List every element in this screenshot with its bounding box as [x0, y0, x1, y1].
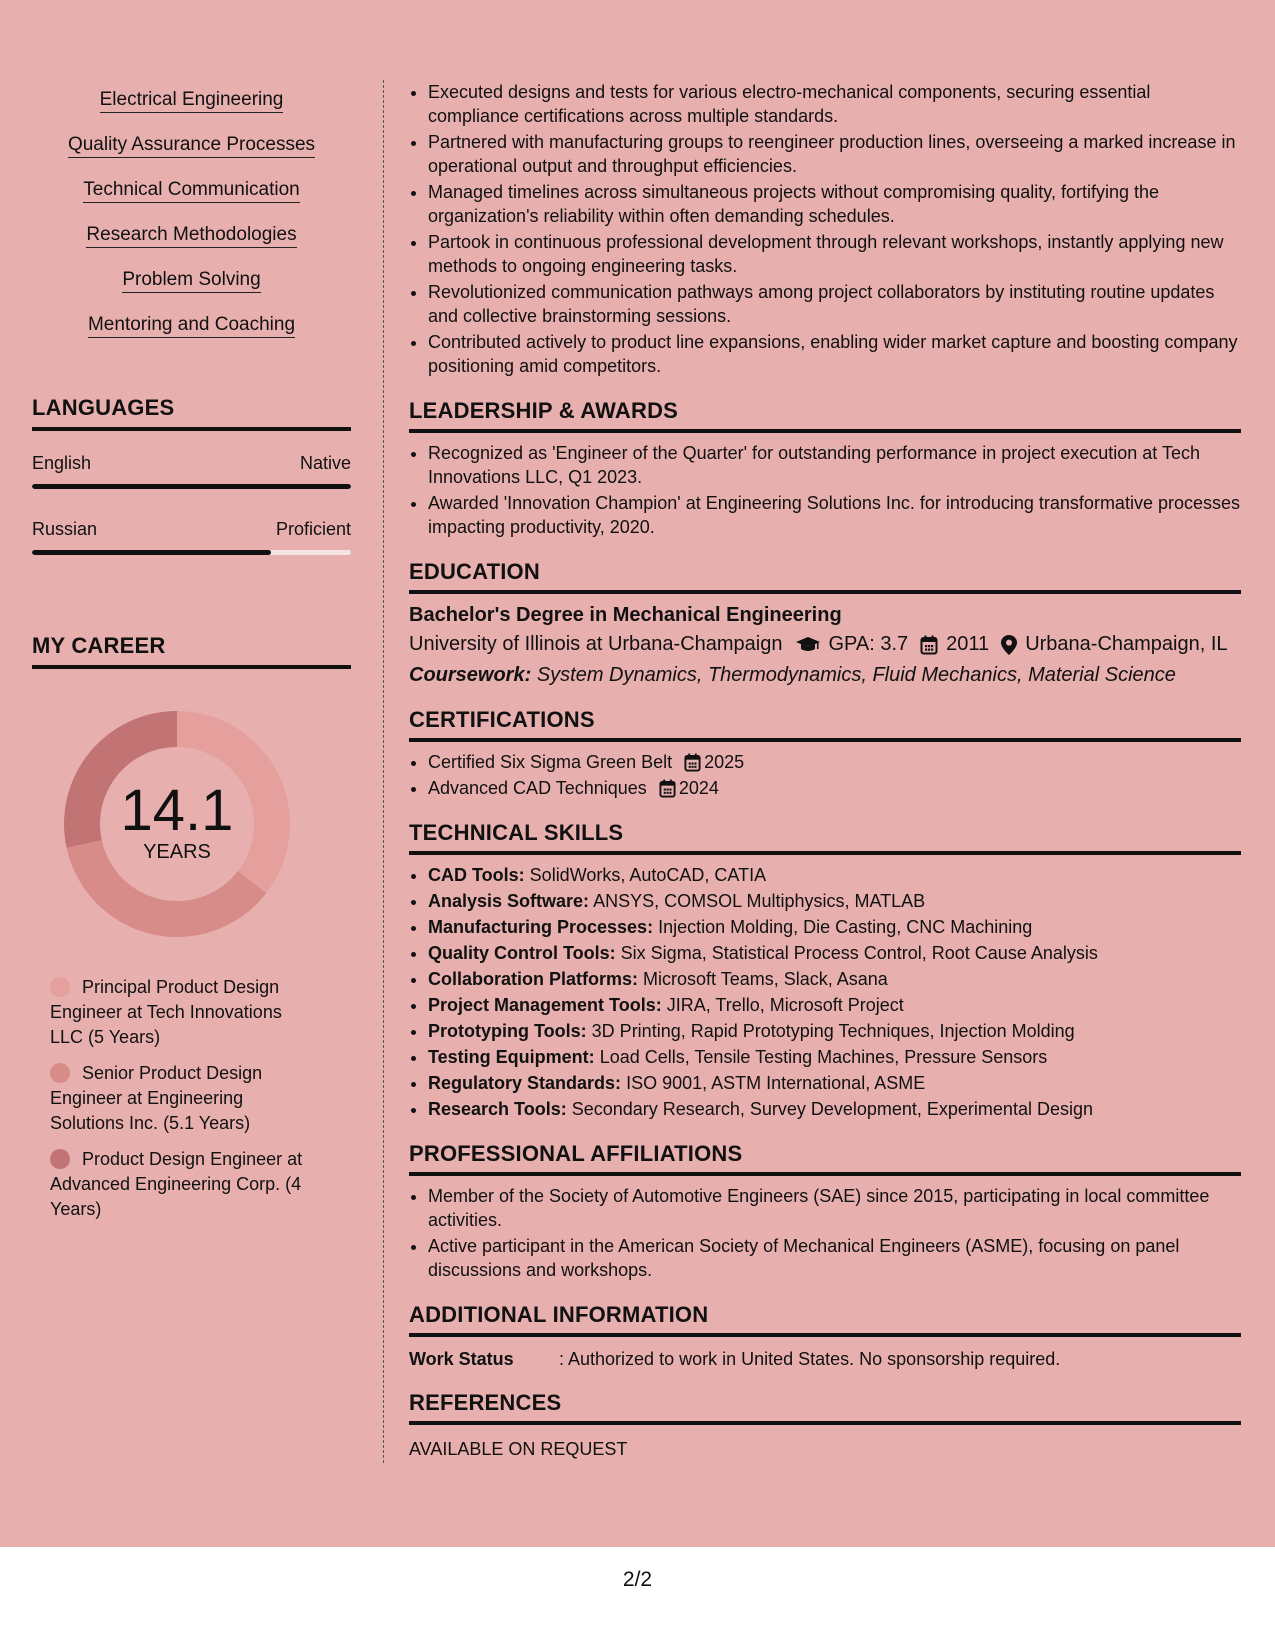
language-bar-fill — [32, 550, 271, 555]
language-bar — [32, 484, 351, 489]
leadership-item: • Recognized as 'Engineer of the Quarter' for outstanding performance in project execution at Tech Innovations LLC, Q1 2023. — [428, 441, 1241, 489]
language-level: Proficient — [275, 519, 351, 539]
experience-bullets — [409, 80, 1241, 378]
language-bar-fill — [32, 484, 351, 489]
page-number: 2/2 — [622, 1568, 653, 1591]
work-status-row — [409, 1349, 1241, 1370]
references-heading: REFERENCES — [409, 1390, 1241, 1425]
language-name: English — [32, 453, 92, 473]
certifications-heading: CERTIFICATIONS — [409, 707, 1241, 742]
legend-dot — [50, 1149, 70, 1169]
technical-skill-item: • Analysis Software: ANSYS, COMSOL Multiphysics, MATLAB — [428, 889, 1241, 913]
coursework-label: Coursework: — [409, 664, 532, 686]
map-pin-icon — [1001, 635, 1017, 655]
experience-bullet: • Contributed actively to product line expansions, enabling wider market capture and boosting company positioning amid competitors. — [428, 330, 1241, 378]
experience-bullet: • Executed designs and tests for various electro-mechanical components, securing essential compliance certifications across multiple standards. — [428, 80, 1241, 128]
affiliations-heading: PROFESSIONAL AFFILIATIONS — [409, 1141, 1241, 1176]
certification-name: • Certified Six Sigma Green Belt — [428, 752, 673, 772]
skill-item: Quality Assurance Processes — [32, 125, 351, 170]
calendar-icon — [920, 635, 938, 655]
skill-item: Electrical Engineering — [32, 80, 351, 125]
career-legend — [32, 975, 351, 1222]
education-location: Urbana-Champaign, IL — [1025, 633, 1228, 655]
sidebar — [32, 80, 351, 1233]
coursework-value: System Dynamics, Thermodynamics, Fluid Mechanics, Material Science — [536, 664, 1176, 686]
experience-bullet: • Managed timelines across simultaneous projects without compromising quality, fortifying the organization's reliability within often demanding schedules. — [428, 180, 1241, 228]
language-english — [32, 453, 351, 489]
career-legend-item: Product Design Engineer at Advanced Engineering Corp. (4 Years) — [50, 1149, 303, 1219]
education-degree: Bachelor's Degree in Mechanical Engineering — [409, 604, 842, 626]
technical-skills-heading: TECHNICAL SKILLS — [409, 820, 1241, 855]
career-legend-item: Senior Product Design Engineer at Engineering Solutions Inc. (5.1 Years) — [50, 1063, 263, 1133]
education-heading: EDUCATION — [409, 559, 1241, 594]
leadership-list — [409, 441, 1241, 539]
technical-skill-item: • CAD Tools: SolidWorks, AutoCAD, CATIA — [428, 863, 1241, 887]
technical-skill-item: • Regulatory Standards: ISO 9001, ASTM International, ASME — [428, 1071, 1241, 1095]
calendar-icon — [659, 779, 676, 798]
technical-skills-list — [409, 863, 1241, 1121]
technical-skill-item: • Collaboration Platforms: Microsoft Teams, Slack, Asana — [428, 967, 1241, 991]
language-bar — [32, 550, 351, 555]
certification-item — [428, 776, 1241, 800]
skills-list — [32, 80, 351, 350]
leadership-item: • Awarded 'Innovation Champion' at Engineering Solutions Inc. for introducing transformative processes impacting productivity, 2020. — [428, 491, 1241, 539]
language-level: Native — [299, 453, 351, 473]
skill-item: Technical Communication — [32, 170, 351, 215]
references-text: AVAILABLE ON REQUEST — [409, 1439, 628, 1459]
certification-item — [428, 750, 1241, 774]
affiliation-item: • Active participant in the American Society of Mechanical Engineers (ASME), focusing on panel discussions and workshops. — [428, 1234, 1241, 1282]
technical-skill-item: • Testing Equipment: Load Cells, Tensile Testing Machines, Pressure Sensors — [428, 1045, 1241, 1069]
experience-bullet: • Partook in continuous professional development through relevant workshops, instantly applying new methods to ongoing engineering tasks. — [428, 230, 1241, 278]
work-status-value: : Authorized to work in United States. No sponsorship required. — [559, 1349, 1061, 1369]
skill-item: Research Methodologies — [32, 215, 351, 260]
experience-bullet: • Partnered with manufacturing groups to reengineer production lines, overseeing a marked increase in operational output and throughput efficiencies. — [428, 130, 1241, 178]
career-donut-chart — [32, 709, 351, 949]
column-divider — [383, 80, 384, 1463]
certifications-list — [409, 750, 1241, 800]
languages-heading: LANGUAGES — [32, 395, 351, 431]
leadership-heading: LEADERSHIP & AWARDS — [409, 398, 1241, 433]
page-footer — [0, 1547, 1275, 1650]
calendar-icon — [684, 753, 701, 772]
career-heading: MY CAREER — [32, 633, 351, 669]
technical-skill-item: • Research Tools: Secondary Research, Survey Development, Experimental Design — [428, 1097, 1241, 1121]
education-school: University of Illinois at Urbana-Champaign — [409, 633, 783, 655]
education-year: 2011 — [946, 633, 990, 655]
career-legend-item: Principal Product Design Engineer at Tech Innovations LLC (5 Years) — [50, 977, 282, 1047]
legend-dot — [50, 1063, 70, 1083]
main-column — [409, 80, 1241, 1460]
certification-year: 2024 — [678, 778, 719, 798]
language-name: Russian — [32, 519, 98, 539]
legend-dot — [50, 977, 70, 997]
career-total-unit: YEARS — [143, 841, 211, 863]
technical-skill-item: • Project Management Tools: JIRA, Trello, Microsoft Project — [428, 993, 1241, 1017]
career-total-value: 14.1 — [120, 778, 234, 843]
education-gpa: GPA: 3.7 — [828, 633, 909, 655]
work-status-label: Work Status — [409, 1349, 514, 1369]
technical-skill-item: • Manufacturing Processes: Injection Molding, Die Casting, CNC Machining — [428, 915, 1241, 939]
certification-year: 2025 — [704, 752, 745, 772]
education-coursework — [409, 664, 1241, 687]
skill-item: Problem Solving — [32, 260, 351, 305]
experience-bullet: • Revolutionized communication pathways among project collaborators by instituting routine updates and collective brainstorming sessions. — [428, 280, 1241, 328]
technical-skill-item: • Quality Control Tools: Six Sigma, Statistical Process Control, Root Cause Analysis — [428, 941, 1241, 965]
graduation-cap-icon — [795, 635, 821, 655]
skill-item: Mentoring and Coaching — [32, 305, 351, 350]
education-details — [409, 633, 1241, 656]
technical-skill-item: • Prototyping Tools: 3D Printing, Rapid Prototyping Techniques, Injection Molding — [428, 1019, 1241, 1043]
affiliation-item: • Member of the Society of Automotive Engineers (SAE) since 2015, participating in local committee activities. — [428, 1184, 1241, 1232]
additional-info-heading: ADDITIONAL INFORMATION — [409, 1302, 1241, 1337]
language-russian — [32, 519, 351, 555]
affiliations-list — [409, 1184, 1241, 1282]
certification-name: • Advanced CAD Techniques — [428, 778, 647, 798]
